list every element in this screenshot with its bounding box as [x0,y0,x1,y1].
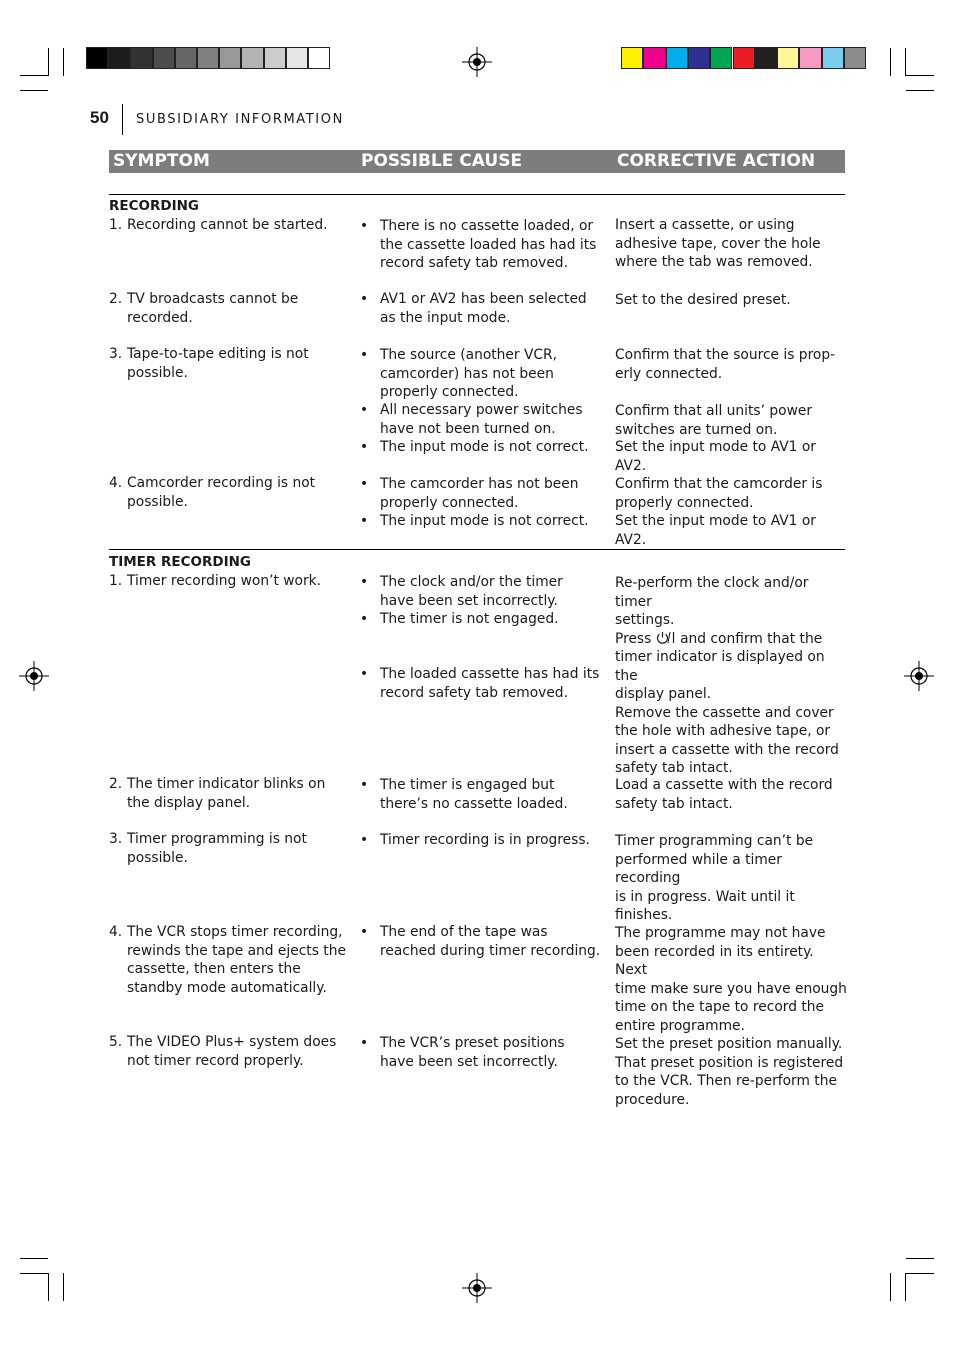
column-header-symptom: SYMPTOM [113,151,210,171]
symptom-text: Recording cannot be started. [127,217,328,233]
action-text: Load a cassette with the record safety tab intact. [615,777,833,812]
bullet-icon: • [360,218,369,234]
symptom-text: Tape-to-tape editing is not possible. [127,346,309,381]
bullet-icon: • [360,666,369,682]
calibration-swatch [241,47,263,69]
row-number: 1. [109,573,123,589]
bullet-icon: • [360,1035,369,1051]
calibration-swatch [844,47,866,69]
page-number: 50 [90,108,109,127]
cause-text: The timer is not engaged. [380,611,559,627]
section-rule [109,549,845,550]
action-text: The programme may not have been recorded in its entirety. Next time make sure you have enough time on the tape to record the entire programme. [615,925,847,1034]
calibration-swatch [710,47,732,69]
bullet-icon: • [360,347,369,363]
registration-mark-bottom [462,1273,492,1303]
calibration-swatch [308,47,330,69]
action-text: Timer programming can’t be performed while a timer recording is in progress. Wait until it finishes. [615,833,814,923]
row-number: 2. [109,776,123,792]
bullet-icon: • [360,513,369,529]
bullet-icon: • [360,832,369,848]
cause-text: The camcorder has not been properly connected. [380,476,579,511]
row-number: 4. [109,475,123,491]
section-rule [109,194,845,195]
symptom-text: Timer programming is not possible. [127,831,307,866]
bullet-icon: • [360,924,369,940]
action-text: Re-perform the clock and/or timer settings. Press and confirm that the timer indicator is displayed on the display panel. Remove the cassette and cover the hole with adhesive tape, or insert a cassette with the record safety tab intact. [615,575,839,776]
bullet-icon: • [360,439,369,455]
row-number: 3. [109,346,123,362]
row-number: 5. [109,1034,123,1050]
calibration-swatch [219,47,241,69]
calibration-swatch [799,47,821,69]
row-number: 1. [109,217,123,233]
row-number: 2. [109,291,123,307]
action-text: Confirm that all units’ power switches are turned on. [615,403,813,438]
calibration-swatch [130,47,152,69]
cause-text: There is no cassette loaded, or the cassette loaded has had its record safety tab removed. [380,218,597,271]
bullet-icon: • [360,574,369,590]
cause-text: All necessary power switches have not been turned on. [380,402,583,437]
calibration-swatch [175,47,197,69]
symptom-text: Camcorder recording is not possible. [127,475,316,510]
action-text: Confirm that the source is prop- erly connected. [615,347,836,382]
calibration-swatch [733,47,755,69]
calibration-swatch [755,47,777,69]
cause-text: AV1 or AV2 has been selected as the input mode. [380,291,587,326]
symptom-text: The timer indicator blinks on the display panel. [127,776,326,811]
calibration-swatch [822,47,844,69]
bullet-icon: • [360,476,369,492]
power-standby-icon [656,631,676,644]
cause-text: The end of the tape was reached during timer recording. [380,924,601,959]
cause-text: Timer recording is in progress. [380,832,590,848]
action-text: Set the input mode to AV1 or AV2. [615,513,816,548]
registration-mark-top [462,47,492,77]
symptom-text: The VCR stops timer recording, rewinds the tape and ejects the cassette, then enters the standby mode automatically. [127,924,346,996]
calibration-swatch [666,47,688,69]
cause-text: The VCR’s preset positions have been set incorrectly. [380,1035,565,1070]
column-header-possible-cause: POSSIBLE CAUSE [361,151,523,171]
row-number: 4. [109,924,123,940]
calibration-swatch [688,47,710,69]
cause-text: The input mode is not correct. [380,513,589,529]
cause-text: The clock and/or the timer have been set incorrectly. [380,574,563,609]
action-text: Set the input mode to AV1 or AV2. [615,439,816,474]
column-header-corrective-action: CORRECTIVE ACTION [617,151,816,171]
calibration-swatch [777,47,799,69]
header-divider [122,104,123,135]
bullet-icon: • [360,611,369,627]
calibration-swatch [197,47,219,69]
group-title-timer-recording: TIMER RECORDING [109,554,251,570]
section-title: SUBSIDIARY INFORMATION [136,112,344,127]
symptom-text: TV broadcasts cannot be recorded. [127,291,299,326]
calibration-swatch [621,47,643,69]
registration-mark-right [904,661,934,691]
symptom-text: The VIDEO Plus+ system does not timer record properly. [127,1034,337,1069]
bullet-icon: • [360,777,369,793]
calibration-swatch [264,47,286,69]
calibration-swatch [108,47,130,69]
action-text: Set to the desired preset. [615,292,791,308]
action-text: Set the preset position manually. That preset position is registered to the VCR. Then re-perform the procedure. [615,1036,844,1108]
bullet-icon: • [360,291,369,307]
cause-text: The source (another VCR, camcorder) has not been properly connected. [380,347,558,400]
registration-mark-left [19,661,49,691]
calibration-swatch [153,47,175,69]
bullet-icon: • [360,402,369,418]
calibration-swatch [286,47,308,69]
group-title-recording: RECORDING [109,198,200,214]
symptom-text: Timer recording won’t work. [127,573,322,589]
cause-text: The timer is engaged but there’s no cassette loaded. [380,777,568,812]
calibration-swatch [643,47,665,69]
action-text: Confirm that the camcorder is properly connected. [615,476,823,511]
row-number: 3. [109,831,123,847]
action-text: Insert a cassette, or using adhesive tape, cover the hole where the tab was removed. [615,217,821,270]
calibration-swatch [86,47,108,69]
cause-text: The input mode is not correct. [380,439,589,455]
cause-text: The loaded cassette has had its record safety tab removed. [380,666,600,701]
